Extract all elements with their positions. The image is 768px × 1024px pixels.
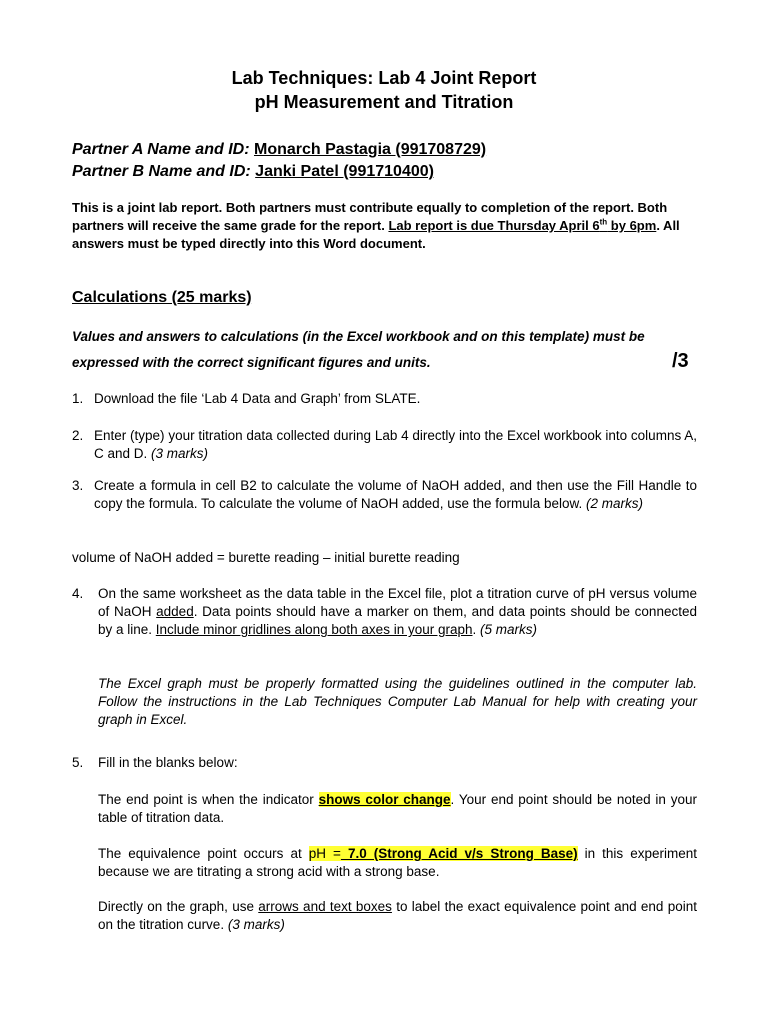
due-date-sup: th (599, 217, 608, 227)
calculations-instruction: Values and answers to calculations (in the Excel workbook and on this template) must be expressed with the correct significant figures and units. (72, 329, 645, 370)
answer-text: in this experiment because we are titrating a strong acid with a strong base. (98, 846, 697, 879)
graph-format-note: The Excel graph must be properly formatted using the guidelines outlined in the computer lab. Follow the instructions in the Lab Techniques Computer Lab Manual for help with creating your graph in Excel. (98, 676, 697, 727)
due-date-part: Lab report is due Thursday April 6 (388, 218, 600, 233)
item-number: 4. (72, 586, 84, 601)
item-text: Create a formula in cell B2 to calculate the volume of NaOH added, and then use the Fill Handle to copy the formula. To calculate the volume of NaOH added, use the formula below. (94, 478, 697, 511)
item-text: . (472, 622, 481, 637)
item-number: 2. (72, 428, 84, 443)
partner-a-label: Partner A Name and ID: (72, 141, 250, 158)
end-point-answer (98, 791, 697, 827)
end-point-fill: shows color change (318, 792, 451, 807)
item-text: On the same worksheet as the data table in the Excel file, plot a titration curve of pH versus volume of NaOH (98, 586, 697, 619)
item-marks: (5 marks) (480, 622, 538, 637)
item-number: 1. (72, 391, 84, 406)
list-item (72, 585, 697, 639)
list-item (72, 754, 697, 772)
notice-text-end: . All answers must be typed directly into this Word document. (72, 218, 680, 251)
ph-label: pH = (308, 846, 341, 861)
item-underlined: added (156, 604, 194, 619)
partner-b-value: Janki Patel (991710400) (255, 163, 434, 180)
item-text-wrap (94, 427, 697, 463)
item-marks: (2 marks) (586, 496, 644, 511)
answer-text: . Your end point should be noted in your table of titration data. (98, 792, 698, 825)
item-number: 3. (72, 478, 84, 493)
document-title: Lab Techniques: Lab 4 Joint Report (231, 68, 537, 88)
item-text: Enter (type) your titration data collected during Lab 4 directly into the Excel workbook into columns A, C and D. (94, 428, 697, 461)
formula-text: volume of NaOH added = burette reading – initial burette reading (72, 550, 460, 565)
score-marker: /3 (672, 350, 689, 372)
item-text: Download the file ‘Lab 4 Data and Graph’ from SLATE. (94, 391, 421, 406)
item-text-wrap (98, 585, 697, 639)
document-subtitle: pH Measurement and Titration (254, 92, 514, 112)
answer-text: The end point is when the indicator (98, 792, 319, 807)
item-text: Fill in the blanks below: (98, 755, 238, 770)
calculations-heading: Calculations (25 marks) (72, 289, 252, 306)
item-marks: (3 marks) (227, 917, 285, 932)
arrows-text: arrows and text boxes (258, 899, 392, 914)
notice-text: This is a joint lab report. Both partners must contribute equally to completion of the report. Both partners will receive the same grade for the report. (72, 200, 668, 233)
due-date-text (388, 218, 656, 233)
item-number: 5. (72, 755, 84, 770)
item-text: . Data points should have a marker on them, and data points should be connected by a line. (98, 604, 697, 637)
gridlines-requirement: Include minor gridlines along both axes in your graph (155, 622, 473, 637)
partner-a-line (72, 140, 486, 160)
answer-text: Directly on the graph, use (98, 899, 259, 914)
item-text-wrap (94, 477, 697, 513)
list-item (72, 427, 697, 463)
partner-b-line (72, 162, 434, 182)
answer-text: The equivalence point occurs at (98, 846, 309, 861)
partner-b-label: Partner B Name and ID: (72, 163, 251, 180)
list-item (72, 390, 697, 408)
item-marks: (3 marks) (151, 446, 209, 461)
answer-text: to label the exact equivalence point and end point on the titration curve. (98, 899, 697, 932)
joint-report-notice (72, 199, 697, 253)
list-item (72, 477, 697, 513)
equivalence-fill: 7.0 (Strong Acid v/s Strong Base) (340, 846, 578, 861)
partner-a-value: Monarch Pastagia (991708729) (253, 141, 487, 158)
graph-label-instruction (98, 898, 697, 934)
due-date-time: by 6pm (607, 218, 657, 233)
equivalence-point-answer (98, 845, 697, 881)
